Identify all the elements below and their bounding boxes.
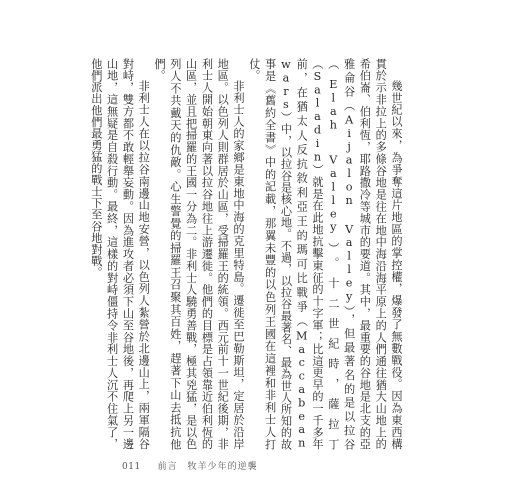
paragraph: 幾世紀以來，為爭奪這片地區的掌控權，爆發了無數戰役。因為東西構貫於示非拉上的多條谷地是往在地中海沿海平原上的人們通往猶大山地上的希伯崙、伯利恆，耶路撒冷等城市的要道。其中，最重要的谷地是北支的亞雅侖谷（Aijalon Valley），但最著名的是以拉谷（Elah Valley）。十二世紀時，薩拉丁（Saladin）就是在此地抗擊東征的十字軍；比這更早的一千多年前，在猶太人反抗敘利亞王的瑪可比戰爭（Maccabean wars）中，以拉谷是核心地。不過，以拉谷最著名、最為世人所知的故事是《舊約全書》中的記載，那翼未豐的以色列王國在這裡和非利士人打仗。 <box>247 58 403 450</box>
paragraph: 非利士人在以拉谷南邊山地安營，以色列人紮營於北邊山上，兩軍隔谷對峙，雙方都不敢輕舉妄動。因為進攻者必須下山至谷地後，再爬上另一邊山地，這無疑是自殺行動。最終，這樣的對峙僵持令非利士人沉不住氣了，他們派出他們最勇猛的戰士下至谷地對戰。 <box>89 58 151 450</box>
running-head: 前言 牧羊少年的逆襲 <box>157 462 258 472</box>
paragraph: 非利士人的家鄉是東地中海的克里特島。遷徙至巴勒斯坦，定居於沿岸地區。以色列人則群居於山區，受掃羅王的統領。西元前十一世紀後期，非利士人開始朝東向著以拉谷地往上游遷徙。他們的目標是占領靠近伯利恆的山區，並且把掃羅的王國一分為二。非利士人驍勇善戰，極其兇猛，是以色列人不共戴天的仇敵。心生警覺的掃羅王召聚其百姓，趕著下山去抵抗他們。 <box>153 58 246 450</box>
page-footer <box>122 459 258 472</box>
page-number: 011 <box>122 462 141 472</box>
vertical-text-block <box>89 58 404 450</box>
